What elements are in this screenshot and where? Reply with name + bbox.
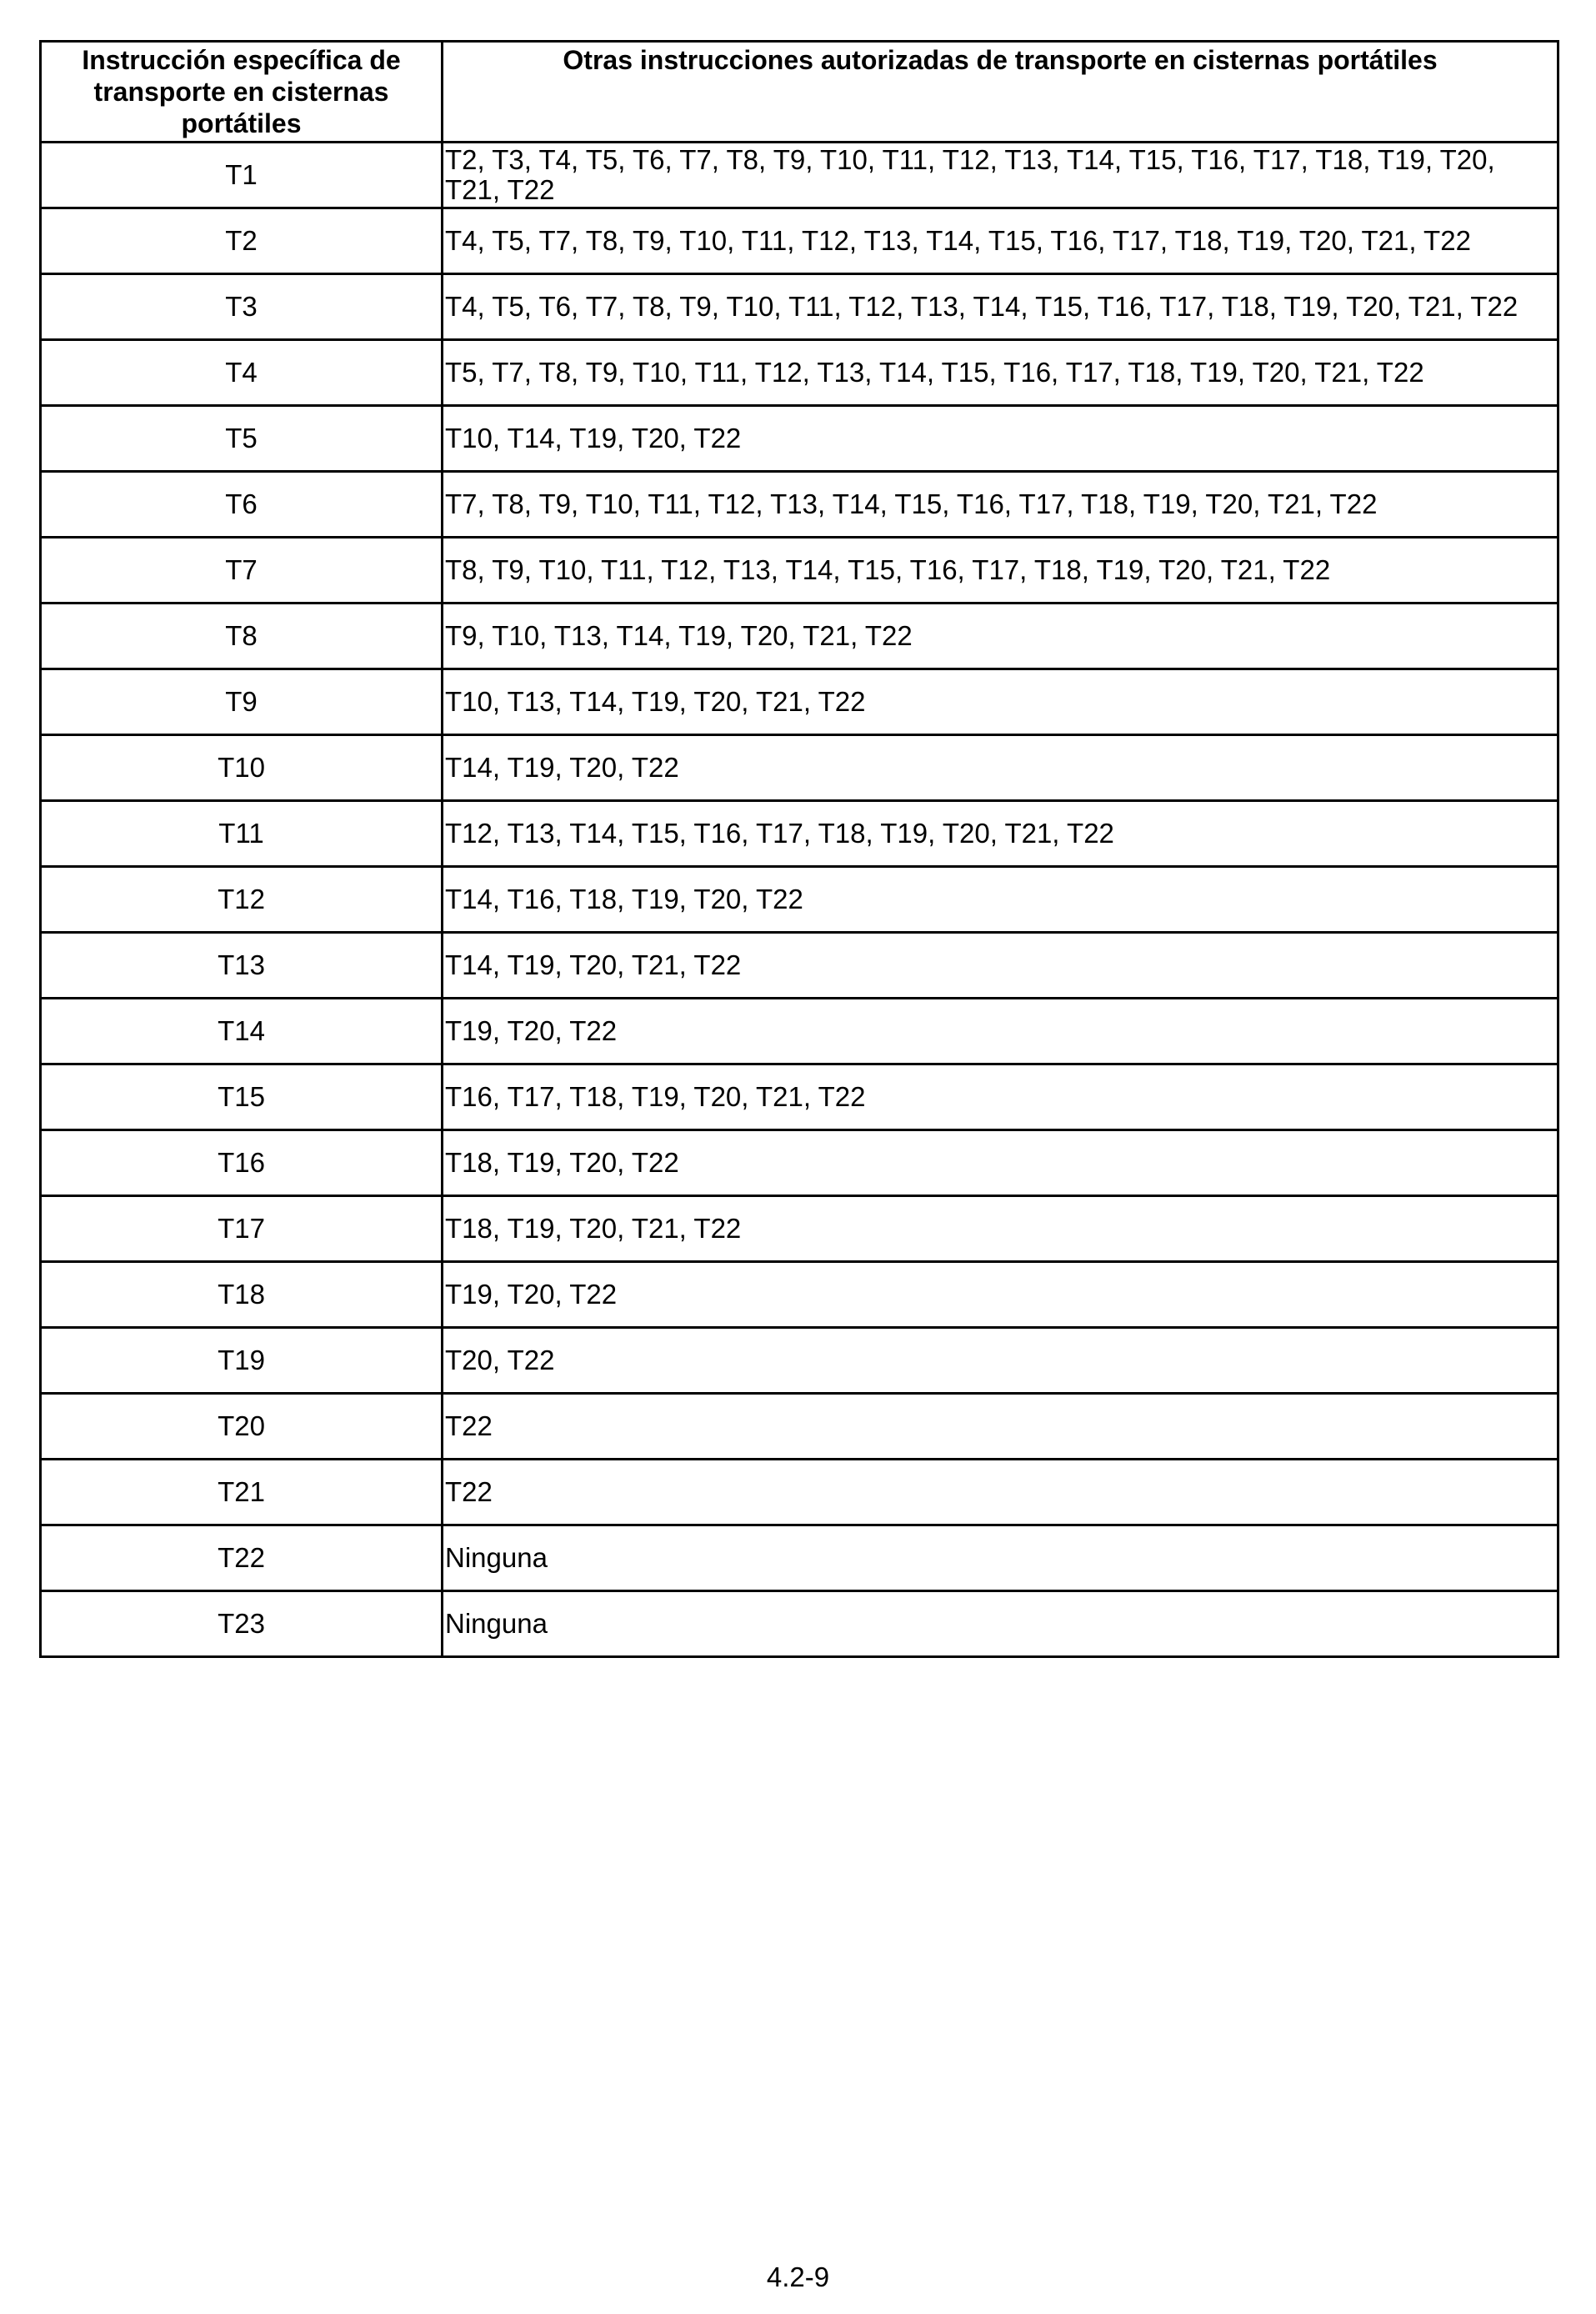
- cell-instruction: T7: [41, 538, 443, 604]
- header-other-instructions: Otras instrucciones autorizadas de transporte en cisternas portátiles: [443, 42, 1558, 143]
- cell-other-instructions: T9, T10, T13, T14, T19, T20, T21, T22: [443, 604, 1558, 669]
- table-row: [41, 1130, 1558, 1196]
- cell-other-instructions: T4, T5, T7, T8, T9, T10, T11, T12, T13, T14, T15, T16, T17, T18, T19, T20, T21, T22: [443, 208, 1558, 274]
- cell-instruction: T21: [41, 1460, 443, 1525]
- table-row: [41, 999, 1558, 1064]
- table-row: [41, 340, 1558, 406]
- cell-instruction: T20: [41, 1394, 443, 1460]
- cell-instruction: T17: [41, 1196, 443, 1262]
- cell-other-instructions: T18, T19, T20, T21, T22: [443, 1196, 1558, 1262]
- table-row: [41, 1460, 1558, 1525]
- page-number: 4.2-9: [766, 2261, 830, 2292]
- cell-instruction: T22: [41, 1525, 443, 1591]
- cell-other-instructions: T20, T22: [443, 1328, 1558, 1394]
- table-row: [41, 735, 1558, 801]
- cell-instruction: T13: [41, 933, 443, 999]
- cell-instruction: T6: [41, 472, 443, 538]
- cell-other-instructions: T18, T19, T20, T22: [443, 1130, 1558, 1196]
- cell-other-instructions: T14, T16, T18, T19, T20, T22: [443, 867, 1558, 933]
- table-row: [41, 208, 1558, 274]
- cell-instruction: T9: [41, 669, 443, 735]
- cell-other-instructions: T12, T13, T14, T15, T16, T17, T18, T19, T20, T21, T22: [443, 801, 1558, 867]
- cell-other-instructions: T19, T20, T22: [443, 1262, 1558, 1328]
- cell-other-instructions: T10, T14, T19, T20, T22: [443, 406, 1558, 472]
- cell-instruction: T4: [41, 340, 443, 406]
- table-row: [41, 1064, 1558, 1130]
- cell-other-instructions: T16, T17, T18, T19, T20, T21, T22: [443, 1064, 1558, 1130]
- cell-instruction: T18: [41, 1262, 443, 1328]
- header-instruction: Instrucción específica de transporte en cisternas portátiles: [41, 42, 443, 143]
- table-row: [41, 538, 1558, 604]
- cell-instruction: T16: [41, 1130, 443, 1196]
- cell-other-instructions: T2, T3, T4, T5, T6, T7, T8, T9, T10, T11, T12, T13, T14, T15, T16, T17, T18, T19, T20, T21, T22: [443, 143, 1558, 208]
- table-row: [41, 1262, 1558, 1328]
- cell-other-instructions: Ninguna: [443, 1525, 1558, 1591]
- table-row: [41, 1525, 1558, 1591]
- table-row: [41, 143, 1558, 208]
- cell-instruction: T14: [41, 999, 443, 1064]
- instructions-table: [39, 40, 1559, 1658]
- table-row: [41, 406, 1558, 472]
- cell-other-instructions: Ninguna: [443, 1591, 1558, 1657]
- table-row: [41, 867, 1558, 933]
- table-header-row: [41, 42, 1558, 143]
- table-body: [41, 143, 1558, 1657]
- cell-instruction: T8: [41, 604, 443, 669]
- table-row: [41, 604, 1558, 669]
- cell-instruction: T23: [41, 1591, 443, 1657]
- table-row: [41, 669, 1558, 735]
- table-row: [41, 1328, 1558, 1394]
- cell-other-instructions: T4, T5, T6, T7, T8, T9, T10, T11, T12, T13, T14, T15, T16, T17, T18, T19, T20, T21, T22: [443, 274, 1558, 340]
- cell-other-instructions: T14, T19, T20, T22: [443, 735, 1558, 801]
- cell-other-instructions: T22: [443, 1394, 1558, 1460]
- table-row: [41, 1591, 1558, 1657]
- table-row: [41, 1394, 1558, 1460]
- cell-instruction: T15: [41, 1064, 443, 1130]
- cell-instruction: T12: [41, 867, 443, 933]
- cell-instruction: T11: [41, 801, 443, 867]
- cell-other-instructions: T7, T8, T9, T10, T11, T12, T13, T14, T15, T16, T17, T18, T19, T20, T21, T22: [443, 472, 1558, 538]
- table-row: [41, 274, 1558, 340]
- cell-other-instructions: T8, T9, T10, T11, T12, T13, T14, T15, T16, T17, T18, T19, T20, T21, T22: [443, 538, 1558, 604]
- cell-other-instructions: T10, T13, T14, T19, T20, T21, T22: [443, 669, 1558, 735]
- cell-instruction: T10: [41, 735, 443, 801]
- cell-other-instructions: T19, T20, T22: [443, 999, 1558, 1064]
- cell-instruction: T19: [41, 1328, 443, 1394]
- table-row: [41, 933, 1558, 999]
- table-row: [41, 1196, 1558, 1262]
- cell-other-instructions: T22: [443, 1460, 1558, 1525]
- cell-instruction: T1: [41, 143, 443, 208]
- cell-instruction: T3: [41, 274, 443, 340]
- table-row: [41, 472, 1558, 538]
- cell-instruction: T5: [41, 406, 443, 472]
- cell-other-instructions: T5, T7, T8, T9, T10, T11, T12, T13, T14, T15, T16, T17, T18, T19, T20, T21, T22: [443, 340, 1558, 406]
- cell-instruction: T2: [41, 208, 443, 274]
- cell-other-instructions: T14, T19, T20, T21, T22: [443, 933, 1558, 999]
- table-row: [41, 801, 1558, 867]
